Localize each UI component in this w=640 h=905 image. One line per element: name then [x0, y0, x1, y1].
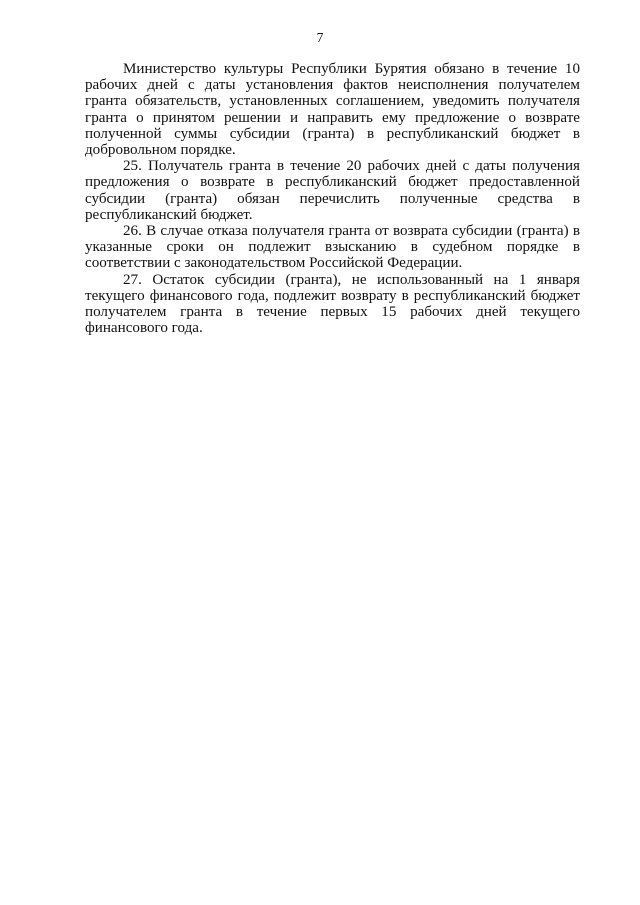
- page-number: 7: [316, 30, 324, 45]
- paragraph-26-court-recovery: 26. В случае отказа получателя гранта от возврата субсидии (гранта) в указанные сроки он подлежит взысканию в судебном порядке в соответствии с законодательством Российской Федерации.: [85, 223, 580, 272]
- paragraph-ministry-notification: Министерство культуры Республики Бурятия обязано в течение 10 рабочих дней с даты установления фактов неисполнения получателем гранта обязательств, установленных соглашением, уведомить получателя гранта о принятом решении и направить ему предложение о возврате полученной суммы субсидии (гранта) в республиканский бюджет в добровольном порядке.: [85, 61, 580, 159]
- document-body: [85, 61, 580, 336]
- paragraph-25-grant-refund: 25. Получатель гранта в течение 20 рабочих дней с даты получения предложения о возврате в республиканский бюджет предоставленной субсидии (гранта) обязан перечислить полученные средства в республиканский бюджет.: [85, 158, 580, 223]
- paragraph-27-unused-balance: 27. Остаток субсидии (гранта), не использованный на 1 января текущего финансового года, подлежит возврату в республиканский бюджет получателем гранта в течение первых 15 рабочих дней текущего финансового года.: [85, 271, 580, 337]
